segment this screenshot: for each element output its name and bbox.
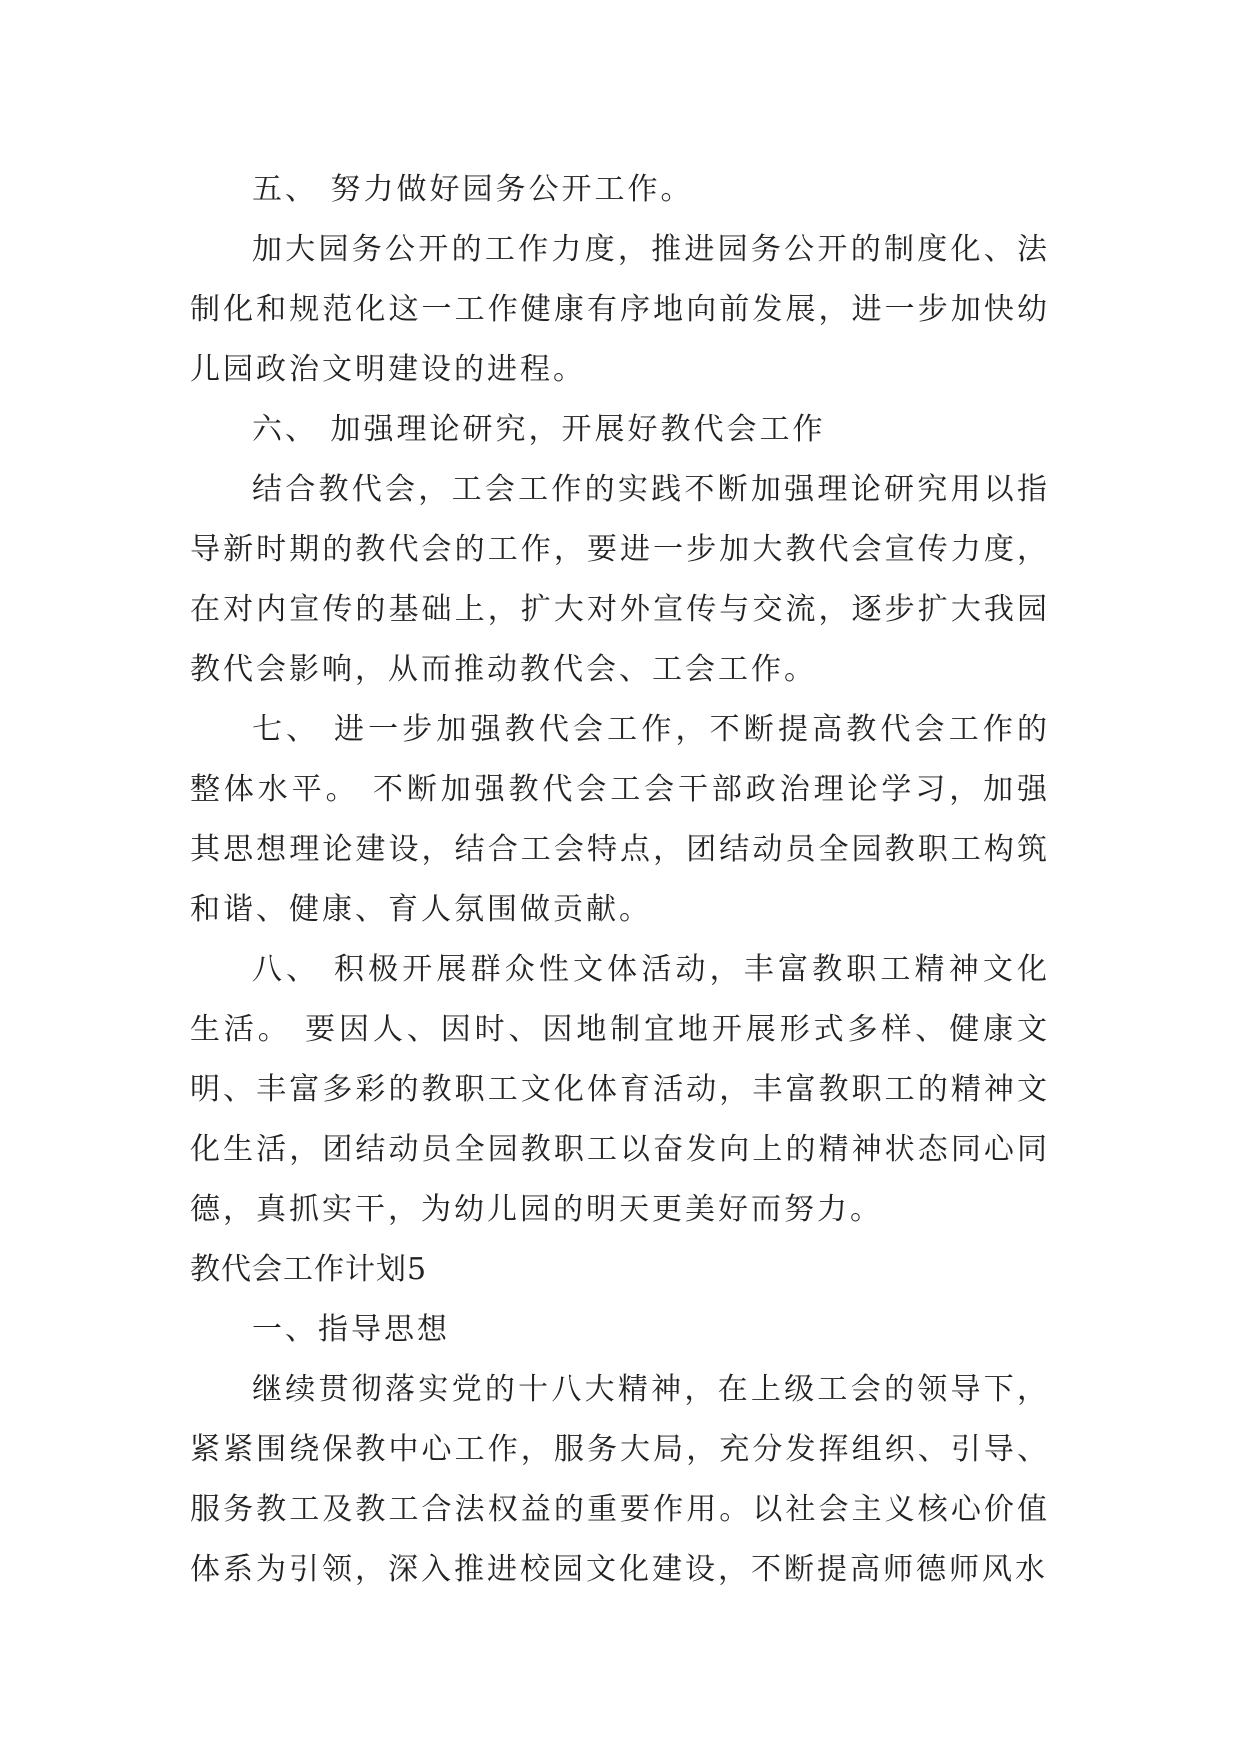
section-5-body: 加大园务公开的工作力度，推进园务公开的制度化、法制化和规范化这一工作健康有序地向前发展，进一步加快幼儿园政治文明建设的进程。	[190, 232, 1050, 387]
section-7-paragraph: 七、 进一步加强教代会工作，不断提高教代会工作的整体水平。 不断加强教代会工会干部政治理论学习，加强其思想理论建设，结合工会特点，团结动员全园教职工构筑和谐、健康、育人氛围做贡献。	[190, 712, 1050, 927]
guiding-heading: 一、指导思想	[252, 1312, 450, 1347]
guiding-body: 继续贯彻落实党的十八大精神，在上级工会的领导下，紧紧围绕保教中心工作，服务大局，充分发挥组织、引导、服务教工及教工合法权益的重要作用。以社会主义核心价值体系为引领，深入推进校园文化建设，不断提高师德师风水	[190, 1372, 1050, 1587]
section-6-body: 结合教代会，工会工作的实践不断加强理论研究用以指导新时期的教代会的工作，要进一步加大教代会宣传力度，在对内宣传的基础上，扩大对外宣传与交流，逐步扩大我园教代会影响，从而推动教代会、工会工作。	[190, 472, 1050, 687]
document-body	[190, 160, 1050, 1600]
plan-5-title: 教代会工作计划5	[190, 1252, 428, 1287]
section-6-heading: 六、 加强理论研究，开展好教代会工作	[252, 412, 826, 447]
section-5-heading: 五、 努力做好园务公开工作。	[252, 172, 694, 207]
section-8-paragraph: 八、 积极开展群众性文体活动，丰富教职工精神文化生活。 要因人、因时、因地制宜地开展形式多样、健康文明、丰富多彩的教职工文化体育活动，丰富教职工的精神文化生活，团结动员全园教职工以奋发向上的精神状态同心同德，真抓实干，为幼儿园的明天更美好而努力。	[190, 952, 1050, 1227]
